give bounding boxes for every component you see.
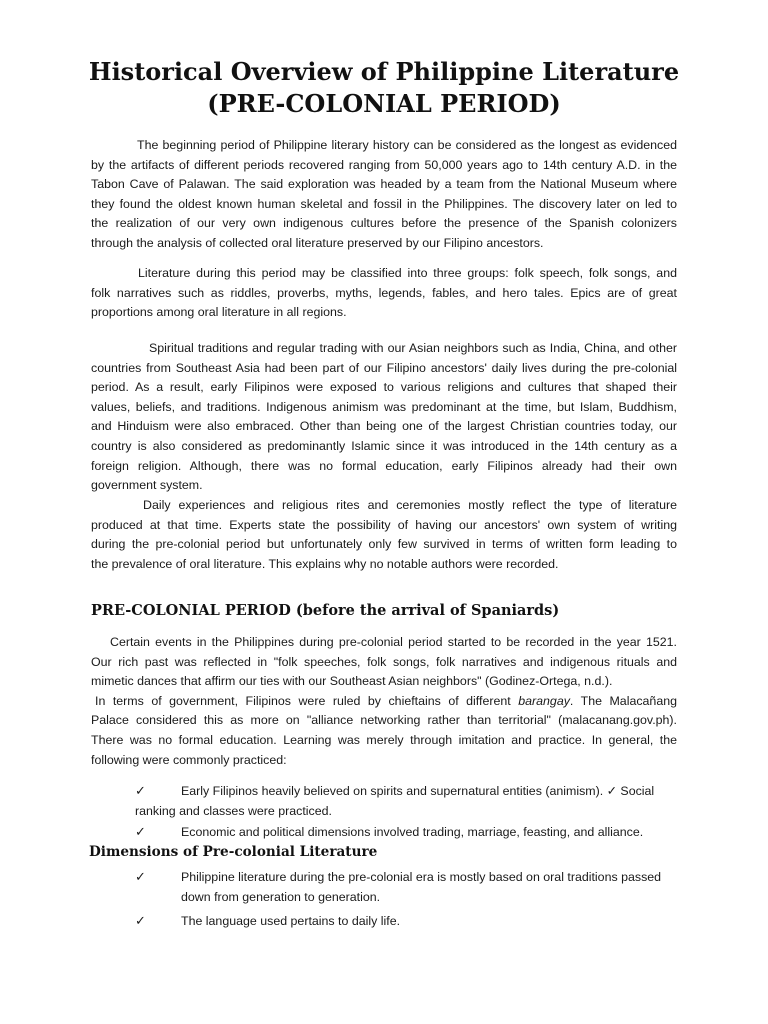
paragraph-line: the realization of our very own indigenous cultures before the presence of the Spanish colonizers <box>91 216 677 231</box>
barangay-term: barangay <box>518 693 570 708</box>
checkmark-icon: ✓ <box>135 914 146 929</box>
paragraph-line: In terms of government, Filipinos were ruled by chieftains of different barangay. The Malacañang <box>95 693 677 708</box>
checkmark-icon: ✓ <box>135 870 146 885</box>
paragraph-literature-groups <box>91 264 677 323</box>
paragraph-line: Daily experiences and religious rites and ceremonies mostly reflect the type of literature <box>143 498 677 512</box>
paragraph-line: government system. <box>91 478 203 493</box>
document-title: Historical Overview of Philippine Literature <box>88 57 680 86</box>
paragraph-line: proportions among oral literature in all regions. <box>91 305 347 320</box>
paragraph-line: mimetic dances that affirm our ties with our Southeast Asian neighbors" (Godinez-Ortega, n.d.). <box>91 674 613 689</box>
paragraph-line: Certain events in the Philippines during pre-colonial period started to be recorded in the year 1521. <box>110 635 677 649</box>
checkmark-icon: ✓ <box>135 784 146 799</box>
paragraph-line: produced at that time. Experts state the possibility of having our ancestors' own system of writing <box>91 517 677 532</box>
section-heading-dimensions: Dimensions of Pre-colonial Literature <box>89 844 378 860</box>
paragraph-line: folk narratives such as riddles, proverbs, myths, legends, fables, and hero tales. Epics are of great <box>91 285 677 300</box>
bullet-text: Early Filipinos heavily believed on spirits and supernatural entities (animism). ✓ Social <box>181 784 655 798</box>
paragraph-line: they found the oldest known human skeletal and fossil in the Philippines. The discovery later on led to <box>91 196 677 211</box>
section-heading-pre-colonial <box>91 602 559 619</box>
paragraph-line: through the analysis of collected oral literature preserved by our Filipino ancestors. <box>91 235 544 250</box>
bullet-text-continued: down from generation to generation. <box>181 890 381 904</box>
section-heading-paren: (before the arrival of Spaniards) <box>290 602 560 619</box>
paragraph-daily-experiences <box>91 496 677 574</box>
paragraph-line: countries from Southeast Asia had been part of our Filipino ancestors' daily lives during the pre-colonial <box>91 360 677 375</box>
section-heading-main: PRE-COLONIAL PERIOD <box>91 602 291 619</box>
paragraph-line: Tabon Cave of Palawan. The said exploration was headed by a team from the National Museum where <box>91 177 677 192</box>
paragraph-line: Literature during this period may be classified into three groups: folk speech, folk songs, and <box>138 266 677 280</box>
bullet-text-continued: ranking and classes were practiced. <box>135 804 332 818</box>
paragraph-line: values, beliefs, and traditions. Indigenous animism was predominant at the time, but Islam, Buddhism, <box>91 399 677 414</box>
paragraph-line: There was no formal education. Learning was merely through imitation and practice. In general, the <box>91 732 677 747</box>
paragraph-line: foreign religion. Although, there was no formal education, early Filipinos already had their own <box>91 458 677 473</box>
paragraph-certain-events <box>91 633 677 770</box>
bullet-text: Economic and political dimensions involved trading, marriage, feasting, and alliance. <box>181 825 644 839</box>
paragraph-line: the prevalence of oral literature. This explains why no notable authors were recorded. <box>91 556 559 571</box>
document-subtitle: (PRE-COLONIAL PERIOD) <box>207 89 561 118</box>
checkmark-icon: ✓ <box>135 825 146 840</box>
paragraph-line: country is also considered as predominantly Islamic since it was introduced in the 14th century as a <box>91 438 677 453</box>
paragraph-line: period. As a result, early Filipinos were exposed to various religions and cultures that shaped their <box>91 380 677 395</box>
paragraph-line: following were commonly practiced: <box>91 752 287 767</box>
paragraph-line: by the artifacts of different periods recovered ranging from 50,000 years ago to 14th century A.D. in the <box>91 157 677 172</box>
paragraph-line: Our rich past was reflected in "folk speeches, folk songs, folk narratives and indigenous rituals and <box>91 654 677 669</box>
paragraph-line: during the pre-colonial period but unfortunately only few survived in terms of written form leading to <box>91 537 677 552</box>
paragraph-line: The beginning period of Philippine literary history can be considered as the longest as evidenced <box>137 138 677 152</box>
bullet-text: Philippine literature during the pre-colonial era is mostly based on oral traditions passed <box>181 870 662 884</box>
bullet-text: The language used pertains to daily life. <box>181 914 401 928</box>
paragraph-line: and Hinduism were also embraced. Other than being one of the largest Christian countries today, our <box>91 419 677 434</box>
paragraph-intro <box>91 136 677 254</box>
paragraph-spiritual-traditions <box>91 339 677 496</box>
paragraph-line: Palace considered this as more on "alliance networking rather than territorial" (malacanang.gov.ph). <box>91 713 677 728</box>
paragraph-line: Spiritual traditions and regular trading with our Asian neighbors such as India, China, and other <box>149 341 677 355</box>
